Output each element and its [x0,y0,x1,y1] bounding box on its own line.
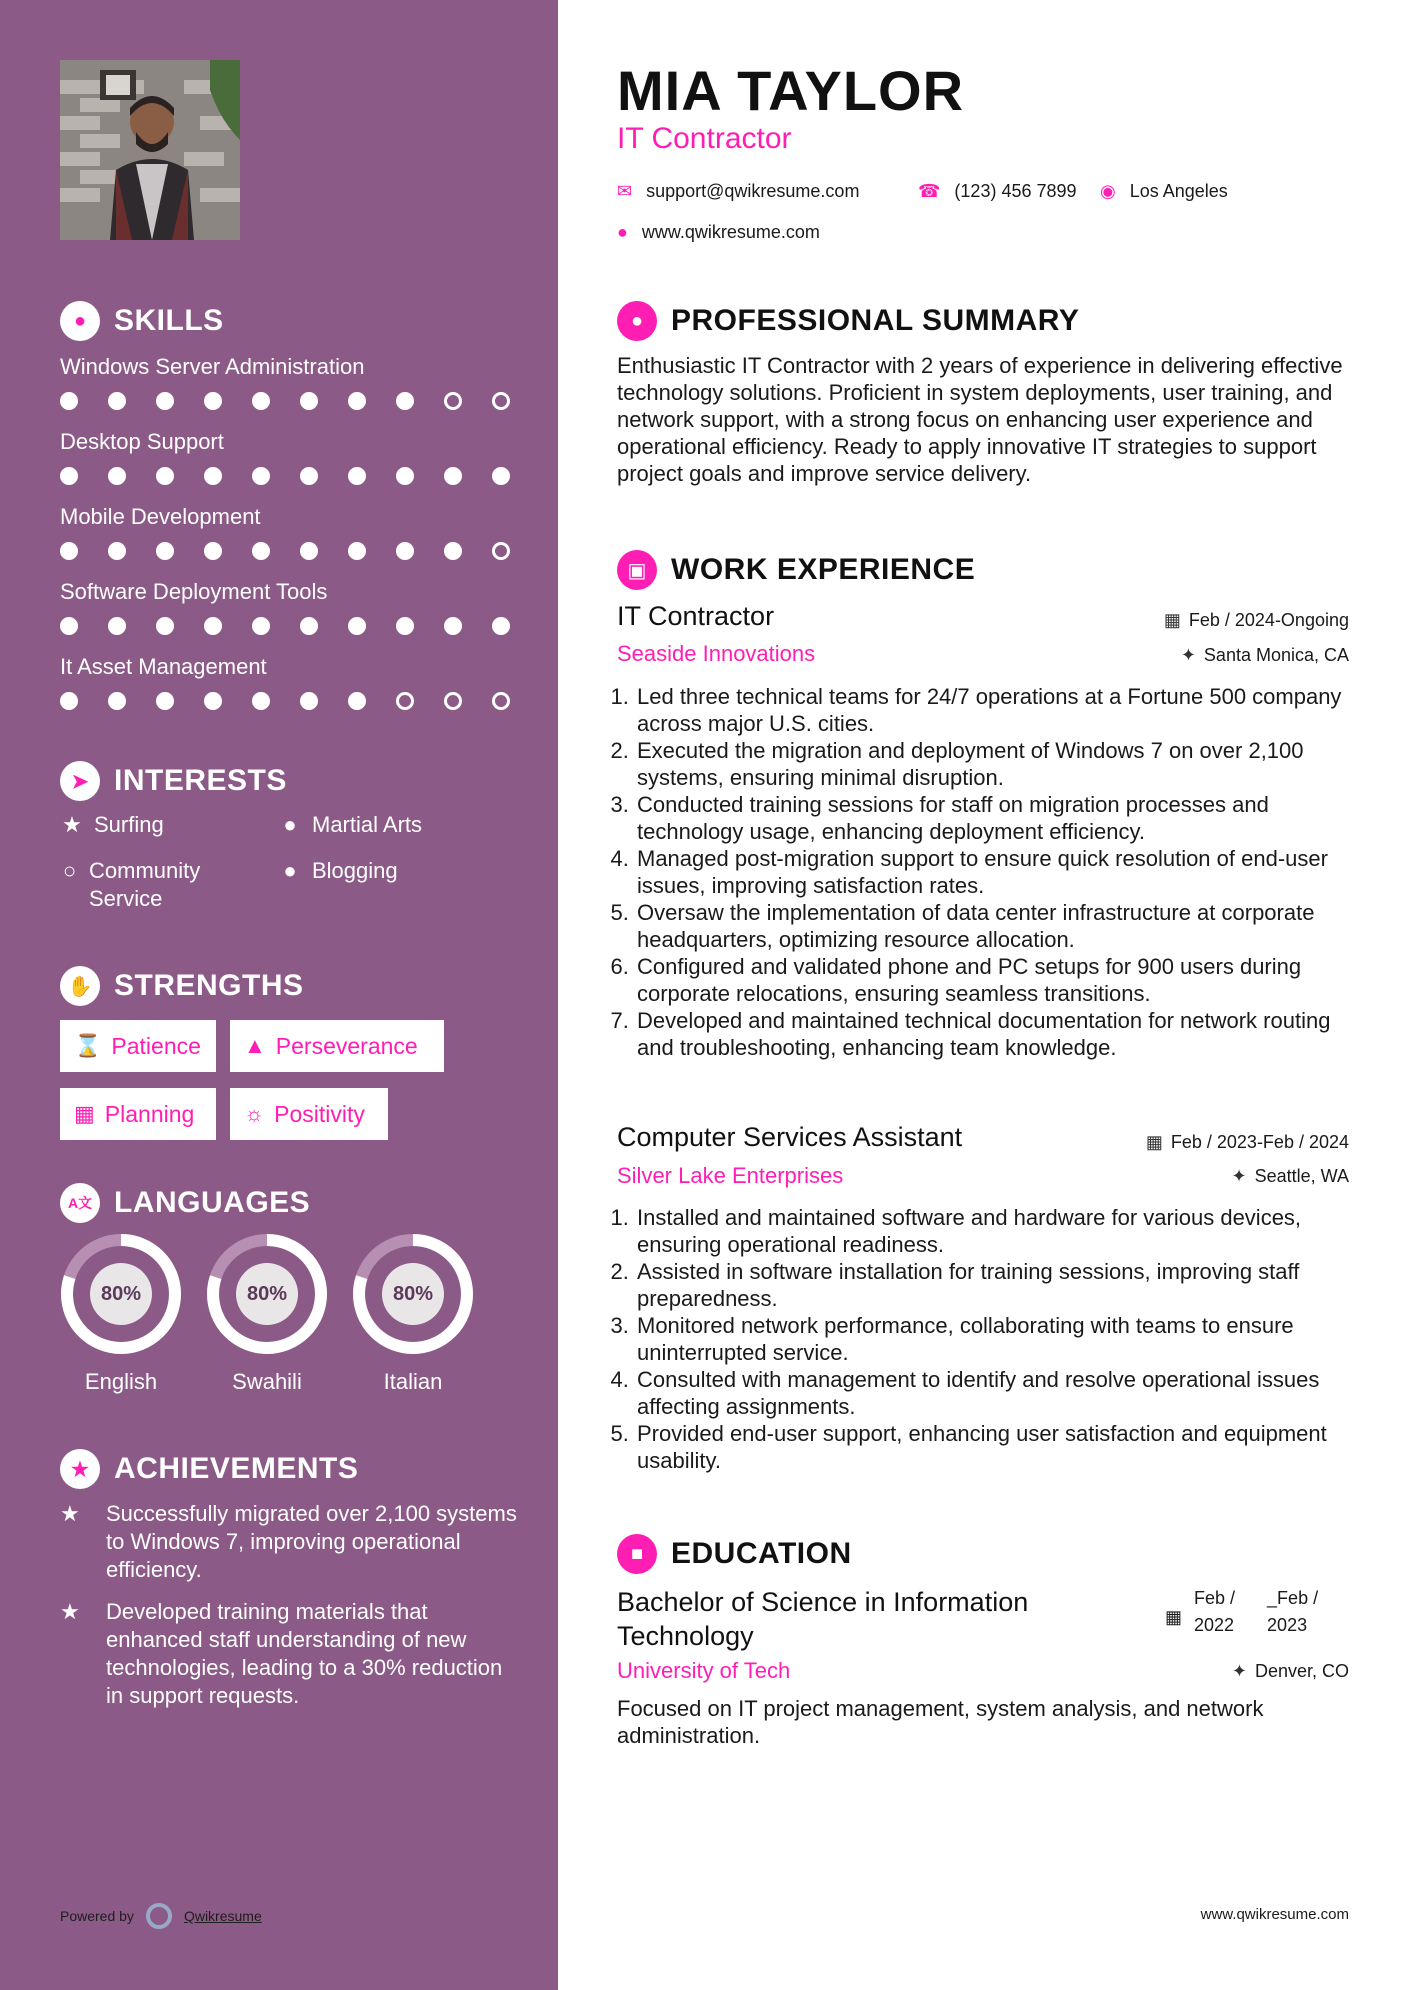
rating-dot-filled [492,467,510,485]
skill-name: It Asset Management [60,654,267,679]
contact-phone[interactable]: ☎ (123) 456 7899 [918,181,1077,201]
map-pin-icon: ◉ [1100,181,1116,201]
rating-dot-filled [348,617,366,635]
language-progress-ring [206,1233,328,1355]
job-bullet: 4. Consulted with management to identify and resolve operational issues affecting assignments. [635,1366,1357,1420]
education-dates: ▦ Feb / 2022 _Feb / 2023 [1165,1588,1319,1635]
job-company: Seaside Innovations [617,641,816,666]
skills-heading: ● SKILLS [60,301,224,341]
footer-website[interactable]: www.qwikresume.com [1200,1906,1349,1923]
rating-dot-filled [396,392,414,410]
rating-dot-filled [252,467,270,485]
skill-name: Desktop Support [60,429,224,454]
language-percent: 80% [382,1263,444,1325]
calendar-icon: ▦ [1163,610,1181,630]
rating-dot-filled [300,692,318,710]
calendar-icon: ▦ [1165,1606,1183,1627]
paper-plane-icon: ➤ [60,761,100,801]
rating-dot-filled [108,617,126,635]
skill-name: Windows Server Administration [60,354,365,379]
rating-dot-filled [252,617,270,635]
skill-rating [60,692,510,710]
user-icon: ● [617,301,657,341]
job-location: ✦ Seattle, WA [1231,1166,1349,1186]
rating-dot-empty [444,392,462,410]
rating-dot-filled [108,692,126,710]
rating-dot-filled [444,467,462,485]
rating-dot-filled [108,467,126,485]
road-icon: ▲ [244,1033,266,1058]
hand-icon: ○ [62,858,77,883]
rating-dot-empty [396,692,414,710]
job-bullet: 2. Executed the migration and deployment of Windows 7 on over 2,100 systems, ensuring minimal disruption. [635,737,1357,791]
job-role: IT Contractor [617,601,775,631]
sun-icon: ☼ [244,1101,265,1126]
job-location: ✦ Santa Monica, CA [1180,645,1349,665]
pin-icon: ✦ [1180,645,1196,665]
rating-dot-filled [252,542,270,560]
job-bullet: 2. Assisted in software installation for training sessions, improving staff preparedness. [635,1258,1357,1312]
rating-dot-filled [60,467,78,485]
rating-dot-filled [396,467,414,485]
skill-item [60,429,510,485]
qwikresume-link[interactable]: Qwikresume [183,1908,262,1924]
languages-heading: A文 LANGUAGES [60,1183,310,1223]
rating-dot-filled [60,692,78,710]
language-icon: A文 [60,1183,100,1223]
job-bullet: 1. Led three technical teams for 24/7 operations at a Fortune 500 company across major U.S. cities. [635,683,1357,737]
skill-item [60,579,510,635]
interest-item: ● Blogging [278,857,398,885]
language-item [206,1233,328,1395]
language-percent: 80% [90,1263,152,1325]
job-bullet: 4. Managed post-migration support to ensure quick resolution of end-user issues, improving satisfaction rates. [635,845,1357,899]
rating-dot-filled [252,392,270,410]
contact-location: ◉ Los Angeles [1100,181,1228,201]
sidebar [0,0,558,1990]
language-name: Swahili [232,1369,302,1394]
globe-icon: ● [617,222,628,242]
school: University of Tech [617,1658,791,1683]
job-bullet: 5. Provided end-user support, enhancing user satisfaction and equipment usability. [635,1420,1357,1474]
rating-dot-filled [108,392,126,410]
rating-dot-filled [444,542,462,560]
summary-heading: ● PROFESSIONAL SUMMARY [617,301,1079,341]
strength-tag: ▲ Perseverance [230,1020,444,1072]
summary-text: Enthusiastic IT Contractor with 2 years of experience in delivering effective technology solutions. Proficient in system deployments, user training, and network support, with a strong focus on enhancing user experience and operational efficiency. Ready to apply innovative IT strategies to support project goals and improve service delivery. [617,353,1343,486]
rating-dot-filled [60,542,78,560]
rating-dot-filled [204,617,222,635]
language-item [352,1233,474,1395]
users-icon: ● [283,858,297,883]
calendar-icon: ▦ [1145,1132,1163,1152]
achievement-item: ★ Developed training materials that enhanced staff understanding of new technologies, leading to a 30% reduction in support requests. [60,1599,503,1708]
job-dates: ▦ Feb / 2024-Ongoing [1163,610,1349,630]
graduate-icon: ■ [617,1534,657,1574]
rating-dot-filled [348,542,366,560]
rating-dot-filled [348,392,366,410]
job-bullets [617,683,1357,1061]
rating-dot-filled [60,617,78,635]
language-name: English [84,1369,158,1394]
skill-rating [60,467,510,485]
hourglass-icon: ⌛ [74,1033,102,1058]
job-bullet: 6. Configured and validated phone and PC setups for 900 users during corporate relocations, ensuring seamless transitions. [635,953,1357,1007]
strength-tag: ▦ Planning [60,1088,216,1140]
skill-rating [60,392,510,410]
rating-dot-empty [492,392,510,410]
rating-dot-filled [444,617,462,635]
contact-email[interactable]: ✉ support@qwikresume.com [617,181,860,201]
rating-dot-filled [156,617,174,635]
skill-rating [60,542,510,560]
rating-dot-filled [252,692,270,710]
interest-item: ★ Surfing [60,811,164,839]
job-role: Computer Services Assistant [617,1122,963,1152]
rating-dot-filled [204,542,222,560]
education-location: ✦ Denver, CO [1231,1661,1349,1681]
job-company: Silver Lake Enterprises [617,1163,844,1188]
rating-dot-filled [300,617,318,635]
skill-name: Mobile Development [60,504,261,529]
language-item [60,1233,182,1395]
language-progress-ring [60,1233,182,1355]
strength-tag: ☼ Positivity [230,1088,388,1140]
skill-rating [60,617,510,635]
language-progress-ring [352,1233,474,1355]
education-text: Focused on IT project management, system analysis, and network administration. [617,1696,1264,1748]
calendar-icon: ▦ [74,1101,95,1126]
job-bullets [617,1204,1357,1474]
job-bullet: 3. Conducted training sessions for staff on migration processes and technology usage, enhancing deployment efficiency. [635,791,1357,845]
achievements-heading: ★ ACHIEVEMENTS [60,1449,358,1489]
rating-dot-filled [396,542,414,560]
globe-icon: ● [283,812,297,837]
achievement-item: ★ Successfully migrated over 2,100 systems to Windows 7, improving operational efficiency. [60,1501,517,1582]
rating-dot-filled [300,392,318,410]
skill-item [60,654,510,710]
interest-item: ○ Community Service [60,857,240,913]
rating-dot-filled [108,542,126,560]
job-bullet: 7. Developed and maintained technical documentation for network routing and troubleshooting, enhancing team knowledge. [635,1007,1357,1061]
experience-heading: ▣ WORK EXPERIENCE [617,550,975,590]
job-bullet: 5. Oversaw the implementation of data center infrastructure at corporate headquarters, optimizing resource allocation. [635,899,1357,953]
rating-dot-filled [492,617,510,635]
strength-tag: ⌛ Patience [60,1020,216,1072]
job-bullet: 1. Installed and maintained software and hardware for various devices, ensuring operational readiness. [635,1204,1357,1258]
contact-website[interactable]: ● www.qwikresume.com [617,222,820,242]
rating-dot-filled [60,392,78,410]
skill-item [60,354,510,410]
rating-dot-empty [444,692,462,710]
envelope-icon: ✉ [617,181,633,201]
rating-dot-filled [204,392,222,410]
skill-item [60,504,510,560]
language-name: Italian [383,1369,443,1394]
pin-icon: ✦ [1231,1166,1247,1186]
interests-heading: ➤ INTERESTS [60,761,287,801]
rating-dot-empty [492,692,510,710]
phone-icon: ☎ [918,181,941,201]
lightbulb-icon: ● [60,301,100,341]
pin-icon: ✦ [1231,1661,1247,1681]
education-heading: ■ EDUCATION [617,1534,852,1574]
job-title: IT Contractor [617,122,792,155]
job-bullet: 3. Monitored network performance, collaborating with teams to ensure uninterrupted service. [635,1312,1357,1366]
shooting-star-icon: ★ [60,1599,80,1624]
shooting-star-icon: ★ [60,1501,80,1526]
rating-dot-filled [348,692,366,710]
powered-by: Powered by Qwikresume [60,1903,262,1929]
job-dates: ▦ Feb / 2023-Feb / 2024 [1145,1132,1349,1152]
chair-icon: ▣ [617,550,657,590]
interest-item: ● Martial Arts [278,811,422,839]
profile-photo [60,60,240,240]
qwikresume-logo-icon [146,1903,172,1929]
rating-dot-filled [348,467,366,485]
rating-dot-empty [492,542,510,560]
star-badge-icon: ★ [60,1449,100,1489]
rating-dot-filled [156,392,174,410]
fist-icon: ✋ [60,966,100,1006]
rating-dot-filled [156,692,174,710]
rating-dot-filled [156,467,174,485]
candidate-name: MIA TAYLOR [617,59,965,122]
rating-dot-filled [396,617,414,635]
degree: Bachelor of Science in Information Technology [617,1587,1029,1651]
rating-dot-filled [300,542,318,560]
language-percent: 80% [236,1263,298,1325]
rating-dot-filled [204,692,222,710]
rating-dot-filled [300,467,318,485]
strengths-heading: ✋ STRENGTHS [60,966,304,1006]
star-icon: ★ [62,812,82,837]
rating-dot-filled [156,542,174,560]
rating-dot-filled [204,467,222,485]
skill-name: Software Deployment Tools [60,579,328,604]
